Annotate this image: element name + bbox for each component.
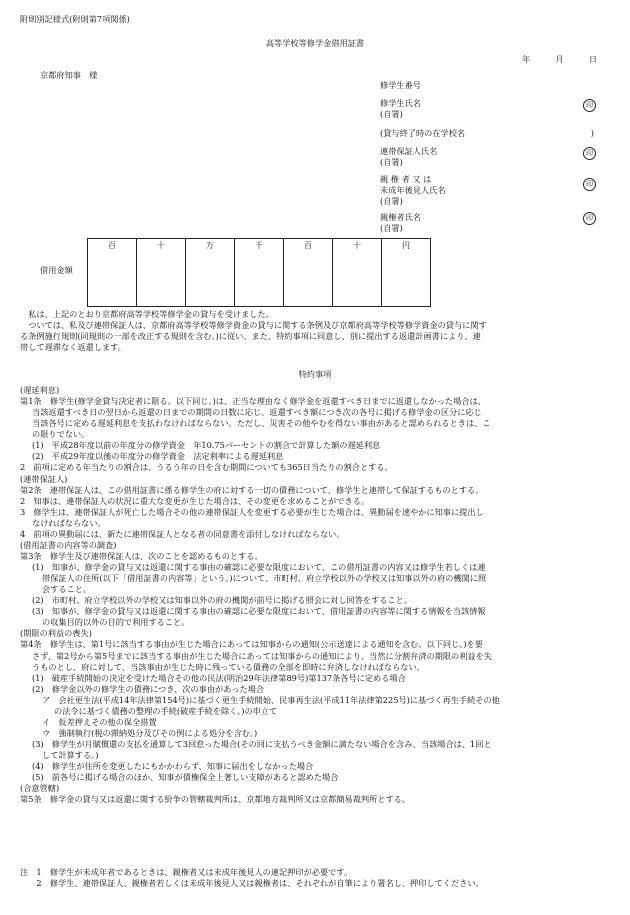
clause-line: 2 知事は、連帯保証人の状況に重大な変更が生じた場合は、その変更を求めることができる。 [20, 495, 370, 506]
unit-label: 百 [304, 241, 312, 250]
clause-line: ア 会社更生法(平成14年法律第154号)に基づく更生手続開始、民事再生法(平成11年法律第225号)に基づく再生手続その他 [42, 694, 500, 705]
date-year: 年 [522, 54, 531, 64]
parent-label: 親権者氏名 [380, 212, 421, 222]
clause-line: (1) 知事が、修学金の貸与又は返還に関する事由の確認に必要な限度において、この借用証書の内容又は修学生若しくは連 [32, 562, 486, 572]
school-name-label: (貸与終了時の在学校名 [380, 128, 466, 138]
unit-label: 十 [157, 241, 165, 250]
note-line: 注 1 修学生が未成年者であるときは、親権者又は未成年後見人の連記押印が必要です。 [20, 867, 353, 877]
clause-line: の法令に基づく債務の整理の手続(破産手続を除く。)の申立て [54, 705, 278, 716]
clause-line: 第4条 修学生は、第1号に該当する事由が生じた場合にあっては知事からの通知(公示送達による通知を含む。以下同じ。)を要 [20, 639, 483, 650]
school-name-row [380, 128, 596, 146]
clause-line: (連帯保証人) [20, 473, 68, 484]
document-title: 高等学校等修学金借用証書 [265, 38, 365, 48]
guarantor-label: 連帯保証人氏名 [380, 146, 438, 156]
amount-cell-yen [382, 239, 431, 307]
parent-or-guardian-seal-icon: 印 [583, 178, 596, 191]
clause-line: (1) 平成28年度以前の年度分の修学資金 年10.75パーセントの割合で計算した額の遅延利息 [32, 440, 381, 451]
unit-label: 十 [353, 241, 361, 250]
special-provisions-title: 特約事項 [298, 369, 332, 379]
clause-line: (5) 前各号に掲げる場合のほか、知事が債権保全上著しい支障があると認めた場合 [32, 772, 339, 783]
amount-label: 借用金額 [40, 265, 73, 275]
student-name-selfsign: (自署) [380, 109, 403, 120]
clause-line: (4) 修学生が住所を変更したにもかかわらず、知事に届出をしなかった場合 [32, 761, 314, 772]
amount-cell-man [186, 239, 235, 307]
parent-seal-icon: 印 [583, 212, 596, 225]
student-name-row [380, 98, 596, 128]
statement [20, 309, 612, 353]
amount-cell-thousand [235, 239, 284, 307]
unit-label: 万 [206, 241, 214, 250]
parent-or-guardian-label: 親 権 者 又 は [380, 174, 432, 184]
clause-line: の限りでない。 [32, 429, 90, 440]
amount-cell-ten [333, 239, 382, 307]
clause-line: (借用証書の内容等の調査) [20, 539, 117, 550]
clause-line: ウ 強制執行(税の滞納処分及びその例による処分を含む。) [42, 727, 258, 738]
guarantor-seal-icon: 印 [583, 147, 596, 160]
student-name-label: 修学生氏名 [380, 98, 421, 108]
clause-line: イ 仮差押えその他の保全措置 [42, 716, 157, 727]
school-name-close: ) [590, 128, 594, 138]
clause-line: (2) 市町村、府立学校以外の学校又は知事以外の府の機関が前号に掲げる照会に対し回答をすること。 [32, 595, 413, 606]
parent-selfsign: (自署) [380, 223, 403, 234]
student-number-label: 修学生番号 [380, 80, 421, 90]
date-line [522, 54, 597, 65]
special-provisions [20, 385, 612, 805]
clause-line: (合意管轄) [20, 783, 60, 794]
addressee: 京都府知事 様 [40, 70, 98, 80]
amount-cell-hundred-man [88, 239, 137, 307]
clause-line: (1) 破産手続開始の決定を受けた場合その他の民法(明治29年法律第89号)第137条各号に定める場合 [32, 672, 406, 683]
clause-line: 当該各号に定める遅延利息を支払わなければならない。ただし、災害その他やむを得ない事由があると認められるときは、こ [32, 418, 491, 429]
clause-line: 3 修学生は、連帯保証人が死亡した場合その他の連帯保証人を変更する必要が生じた場合は、異動届を速やかに知事に提出し [20, 506, 484, 517]
amount-cell-ten-man [137, 239, 186, 307]
clause-line: (2) 修学金以外の修学生の債務につき、次の事由があった場合 [32, 683, 265, 694]
clause-line: して計算する。) [42, 750, 99, 761]
clause-line: 帯保証人の住所(以下「借用証書の内容等」という。)について、市町村、府立学校以外の学校又は知事以外の府の機関に照 [42, 573, 487, 584]
clause-line: 第2条 連帯保証人は、この借用証書に係る修学生の府に対する一切の債務について、修学生と連帯して保証するものとする。 [20, 484, 484, 495]
guarantor-selfsign: (自署) [380, 157, 403, 168]
parent-row [380, 212, 596, 236]
statement-line: る条例施行規則(同規則の一部を改正する規則を含む。)に従い、また、特約事項に同意し、別に提出する返還計画書により、連 [20, 331, 481, 342]
date-day: 日 [588, 54, 598, 64]
clause-line: (遅延利息) [20, 385, 60, 395]
statement-line: ついては、私及び連帯保証人は、京都府高等学校等修学資金の貸与に関する条例及び京都府高等学校等修学資金の貸与に関す [20, 320, 487, 331]
unit-label: 千 [255, 241, 263, 250]
guardian-name-label: 未成年後見人氏名 [380, 185, 446, 196]
unit-label: 円 [402, 241, 410, 250]
amount-table [87, 238, 431, 307]
form-label: 附則別記様式(附則第7項関係) [20, 14, 130, 24]
guarantor-row [380, 146, 596, 174]
note-line: 2 修学生、連帯保証人、親権者若しくは未成年後見人又は親権者は、それぞれが自筆により署名し、押印してください。 [20, 878, 484, 889]
notes [20, 867, 612, 889]
parent-or-guardian-row [380, 174, 596, 212]
date-month: 月 [555, 54, 564, 64]
clause-line: 2 前項に定める年当たりの割合は、うるう年の日を含む期間についても365日当たりの割合とする。 [20, 462, 393, 473]
clause-line: なければならない。 [32, 517, 106, 528]
clause-line: 第5条 修学金の貸与又は返還に関する紛争の管轄裁判所は、京都地方裁判所又は京都簡易裁判所とする。 [20, 794, 411, 805]
clause-line: さず、第2号から第5号までに該当する事由が生じた場合にあっては知事からの通知により、当然に分割弁済の期限の利益を失 [32, 650, 492, 661]
clause-line: うものとし、府に対して、当該事由が生じた時に残っている債務の全部を即時に弁済しなければならない。 [32, 661, 425, 672]
statement-line: 私は、上記のとおり京都府高等学校等修学金の貸与を受けました。 [20, 309, 274, 319]
clause-line: の収集目的以外の目的で利用すること。 [42, 617, 190, 628]
clause-line: 4 前項の異動届には、新たに連帯保証人となる者の同意書を添付しなければならない。 [20, 528, 345, 539]
statement-line: 帯して遅滞なく返還します。 [20, 342, 126, 353]
clause-line: (2) 平成29年度以後の年度分の修学資金 法定利率による遅延利息 [32, 451, 284, 462]
parent-or-guardian-selfsign: (自署) [380, 196, 403, 207]
amount-cell-hundred [284, 239, 333, 307]
clause-line: 会すること。 [42, 584, 92, 595]
clause-line: 第3条 修学生及び連帯保証人は、次のことを認めるものとする。 [20, 550, 263, 561]
clause-line: (期限の利益の喪失) [20, 628, 92, 639]
clause-line: (3) 知事が、修学金の貸与又は返還に関する事由の確認に必要な限度において、借用証書の内容等に関する情報を当該情報 [32, 606, 486, 617]
unit-label: 百 [108, 241, 116, 250]
clause-line: 当該返還すべき日の翌日から返還の日までの期間の日数に応じ、返還すべき額につき次の各号に掲げる修学金の区分に応じ [32, 407, 482, 418]
student-number-row [380, 80, 596, 98]
clause-line: (3) 修学生が月賦償還の支払を通算して3回怠った場合(その回に支払うべき金額に満たない場合を含み、当該場合は、1回と [32, 739, 492, 749]
signatory-block [380, 80, 596, 236]
student-seal-icon: 印 [583, 99, 596, 112]
clause-line: 第1条 修学生(修学金貸与決定者に限る。以下同じ。)は、正当な理由なく修学金を返還すべき日までに返還しなかった場合は、 [20, 396, 486, 407]
